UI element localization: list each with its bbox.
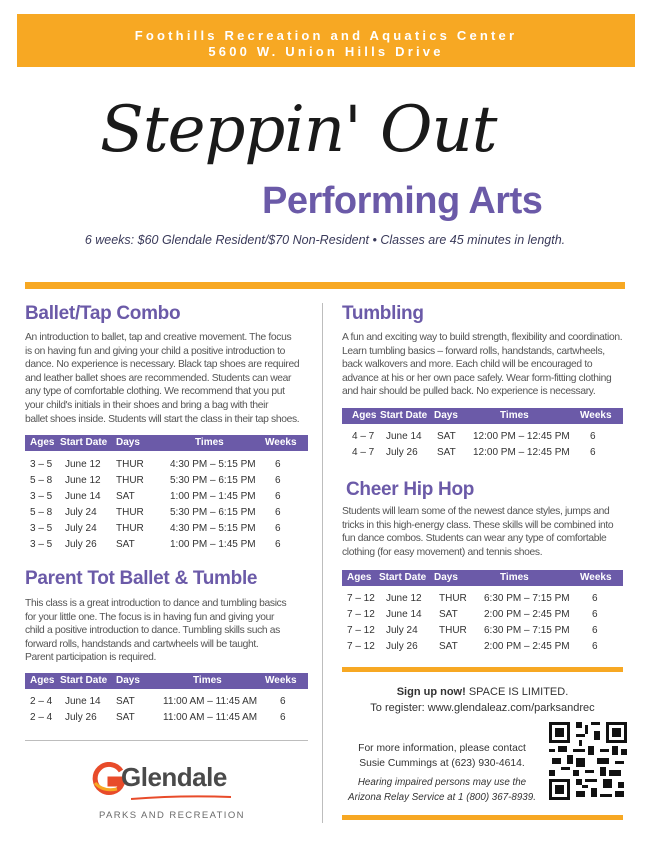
table-row: 3 – 5 July 24 THUR 4:30 PM – 5:15 PM 6 bbox=[30, 523, 281, 534]
tumbling-table-header: Ages Start Date Days Times Weeks bbox=[342, 408, 623, 424]
cheer-table-header: Ages Start Date Days Times Weeks bbox=[342, 570, 623, 586]
contact-block: For more information, please contact Susie Cummings at (623) 930-4614. Hearing impaired persons may use the Arizona Relay Service at 1 (800) 367-8939. bbox=[348, 743, 536, 803]
signup-bold: Sign up now! bbox=[396, 686, 466, 698]
orange-divider-bottom bbox=[342, 815, 623, 820]
header-banner bbox=[17, 14, 635, 67]
page-subtitle: Performing Arts bbox=[262, 180, 543, 222]
parks-tagline: PARKS AND RECREATION bbox=[99, 810, 245, 821]
table-row: 7 – 12 June 14 SAT 2:00 PM – 2:45 PM 6 bbox=[347, 609, 598, 620]
signup-block bbox=[342, 684, 623, 716]
table-row: 5 – 8 June 12 THUR 5:30 PM – 6:15 PM 6 bbox=[30, 475, 281, 486]
cheer-heading: Cheer Hip Hop bbox=[346, 479, 475, 500]
glendale-wordmark: Glendale bbox=[121, 762, 227, 792]
tumbling-table-body bbox=[342, 429, 623, 461]
signup-limited: SPACE IS LIMITED. bbox=[465, 686, 569, 698]
parent-tot-table-body bbox=[25, 694, 308, 726]
register-link[interactable]: To register: www.glendaleaz.com/parksandrec bbox=[370, 702, 595, 714]
center-address: 5600 W. Union Hills Drive bbox=[208, 44, 444, 59]
table-row: 3 – 5 July 26 SAT 1:00 PM – 1:45 PM 6 bbox=[30, 539, 281, 550]
ballet-table-body bbox=[25, 457, 308, 553]
center-name: Foothills Recreation and Aquatics Center bbox=[134, 28, 518, 43]
glendale-logo bbox=[91, 762, 241, 802]
column-divider bbox=[322, 303, 323, 823]
swoosh-icon bbox=[131, 795, 231, 801]
ballet-description: An introduction to ballet, tap and creative movement. The focus is on having fun and giving your child a positive introduction to dance. No experience is necessary. Black tap shoes are required and leather ballet shoes are recommended. Students can wear any type of comfortable clothing. We recommend that you put your child's initials in their shoes and bring a bag with their ballet shoes inside. Students will start the class in their tap shoes. bbox=[25, 332, 300, 425]
parent-tot-description: This class is a great introduction to dance and tumbling basics for your little one. The focus is in having fun and giving your child a positive introduction to dance. Tumbling skills such as forward rolls, handstands and cartwheels will be taught. Parent participation is required. bbox=[25, 598, 287, 664]
table-row: 4 – 7 July 26 SAT 12:00 PM – 12:45 PM 6 bbox=[352, 447, 596, 458]
table-row: 2 – 4 July 26 SAT 11:00 AM – 11:45 AM 6 bbox=[30, 712, 286, 723]
fee-line: 6 weeks: $60 Glendale Resident/$70 Non-Resident • Classes are 45 minutes in length. bbox=[84, 233, 566, 247]
parent-tot-heading: Parent Tot Ballet & Tumble bbox=[25, 568, 258, 589]
ballet-table-header: Ages Start Date Days Times Weeks bbox=[25, 435, 308, 451]
table-row: 7 – 12 July 26 SAT 2:00 PM – 2:45 PM 6 bbox=[347, 641, 598, 652]
cheer-description: Students will learn some of the newest dance styles, jumps and tricks in this high-energy class. These skills will be combined into fun dance combos. Students can wear any type of comfortable clothing (for easy movement) and tennis shoes. bbox=[342, 506, 614, 558]
table-row: 4 – 7 June 14 SAT 12:00 PM – 12:45 PM 6 bbox=[352, 431, 596, 442]
left-bottom-divider bbox=[25, 740, 308, 741]
table-row: 2 – 4 June 14 SAT 11:00 AM – 11:45 AM 6 bbox=[30, 696, 286, 707]
tumbling-heading: Tumbling bbox=[342, 303, 424, 324]
cheer-table-body bbox=[342, 591, 623, 655]
orange-divider-top bbox=[25, 282, 625, 289]
qr-code-icon bbox=[549, 722, 627, 800]
table-row: 5 – 8 July 24 THUR 5:30 PM – 6:15 PM 6 bbox=[30, 507, 281, 518]
tumbling-description: A fun and exciting way to build strength, flexibility and coordination. Learn tumbling basics – forward rolls, handstands, cartwheels, back walkovers and more. Each child will be encouraged to advance at his or her own pace safely. Wear form-fitting clothing and hair should be pulled back. No experience is necessary. bbox=[342, 332, 623, 398]
orange-divider-mid bbox=[342, 667, 623, 672]
script-title: Steppin' Out bbox=[100, 93, 497, 167]
table-row: 7 – 12 June 12 THUR 6:30 PM – 7:15 PM 6 bbox=[347, 593, 598, 604]
parent-tot-table-header: Ages Start Date Days Times Weeks bbox=[25, 673, 308, 689]
ballet-heading: Ballet/Tap Combo bbox=[25, 303, 181, 324]
qr-code[interactable] bbox=[549, 722, 627, 800]
table-row: 7 – 12 July 24 THUR 6:30 PM – 7:15 PM 6 bbox=[347, 625, 598, 636]
table-row: 3 – 5 June 14 SAT 1:00 PM – 1:45 PM 6 bbox=[30, 491, 281, 502]
table-row: 3 – 5 June 12 THUR 4:30 PM – 5:15 PM 6 bbox=[30, 459, 281, 470]
